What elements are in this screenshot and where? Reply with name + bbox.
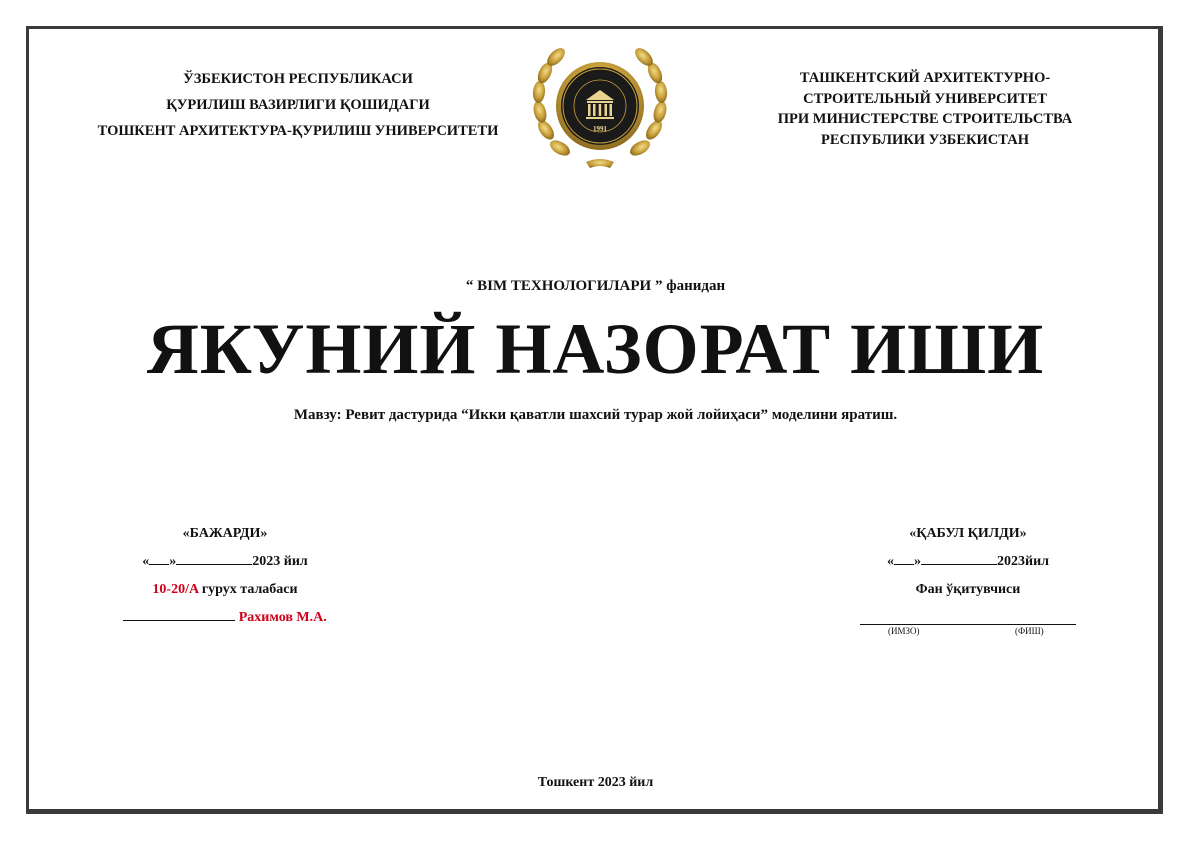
header-right-line-2: СТРОИТЕЛЬНЫЙ УНИВЕРСИТЕТ xyxy=(803,90,1047,107)
performed-group xyxy=(100,576,350,604)
day-blank xyxy=(894,550,914,565)
performed-date xyxy=(100,548,350,576)
performed-year: 2023 йил xyxy=(252,554,308,569)
header-left-line-1: ЎЗБЕКИСТОН РЕСПУБЛИКАСИ xyxy=(183,71,413,87)
accepted-heading: «ҚАБУЛ ҚИЛДИ» xyxy=(909,526,1027,541)
header-right-line-3: ПРИ МИНИСТЕРСТВЕ СТРОИТЕЛЬСТВА xyxy=(777,111,1073,127)
date-close-quote: » xyxy=(169,554,177,569)
caption-signature: (ИМЗО) xyxy=(888,626,920,636)
header-left-line-2: ҚУРИЛИШ ВАЗИРЛИГИ ҚОШИДАГИ xyxy=(166,97,430,113)
performed-signature xyxy=(100,604,350,632)
header-right-russian xyxy=(735,68,1115,150)
main-title: ЯКУНИЙ НАЗОРАТ ИШИ xyxy=(146,309,1045,389)
group-text: гурух талабаси xyxy=(198,582,298,597)
performed-heading: «БАЖАРДИ» xyxy=(182,526,268,541)
accepted-year: 2023йил xyxy=(997,554,1049,569)
group-code: 10-20/A xyxy=(152,582,199,597)
accepted-date xyxy=(842,548,1094,576)
header-left-uzbek xyxy=(38,66,558,144)
accepted-role: Фан ўқитувчиси xyxy=(915,582,1021,597)
month-blank xyxy=(921,550,997,565)
performed-block xyxy=(100,520,350,632)
accepted-block xyxy=(842,520,1094,604)
student-name: Рахимов М.А. xyxy=(238,610,327,625)
date-open-quote: « xyxy=(887,554,894,569)
topic-line: Мавзу: Ревит дастурида “Икки қаватли шахсий турар жой лойиҳаси” моделини яратиш. xyxy=(293,407,898,423)
header-right-line-4: РЕСПУБЛИКИ УЗБЕКИСТАН xyxy=(821,131,1029,148)
header-right-line-1: ТАШКЕНТСКИЙ АРХИТЕКТУРНО- xyxy=(799,70,1051,86)
teacher-signature-line xyxy=(860,624,1076,625)
subject-line: “ BIM ТЕХНОЛОГИЛАРИ ” фанидан xyxy=(465,278,726,294)
day-blank xyxy=(149,550,169,565)
university-seal-logo xyxy=(526,40,674,172)
caption-name: (ФИШ) xyxy=(1015,626,1044,636)
header-left-line-3: ТОШКЕНТ АРХИТЕКТУРА-ҚУРИЛИШ УНИВЕРСИТЕТИ xyxy=(97,123,499,139)
seal-year: 1991 xyxy=(593,125,607,133)
signature-blank xyxy=(123,606,235,621)
month-blank xyxy=(176,550,252,565)
date-open-quote: « xyxy=(142,554,150,569)
date-close-quote: » xyxy=(914,554,921,569)
footer-city-year: Тошкент 2023 йил xyxy=(537,775,654,790)
